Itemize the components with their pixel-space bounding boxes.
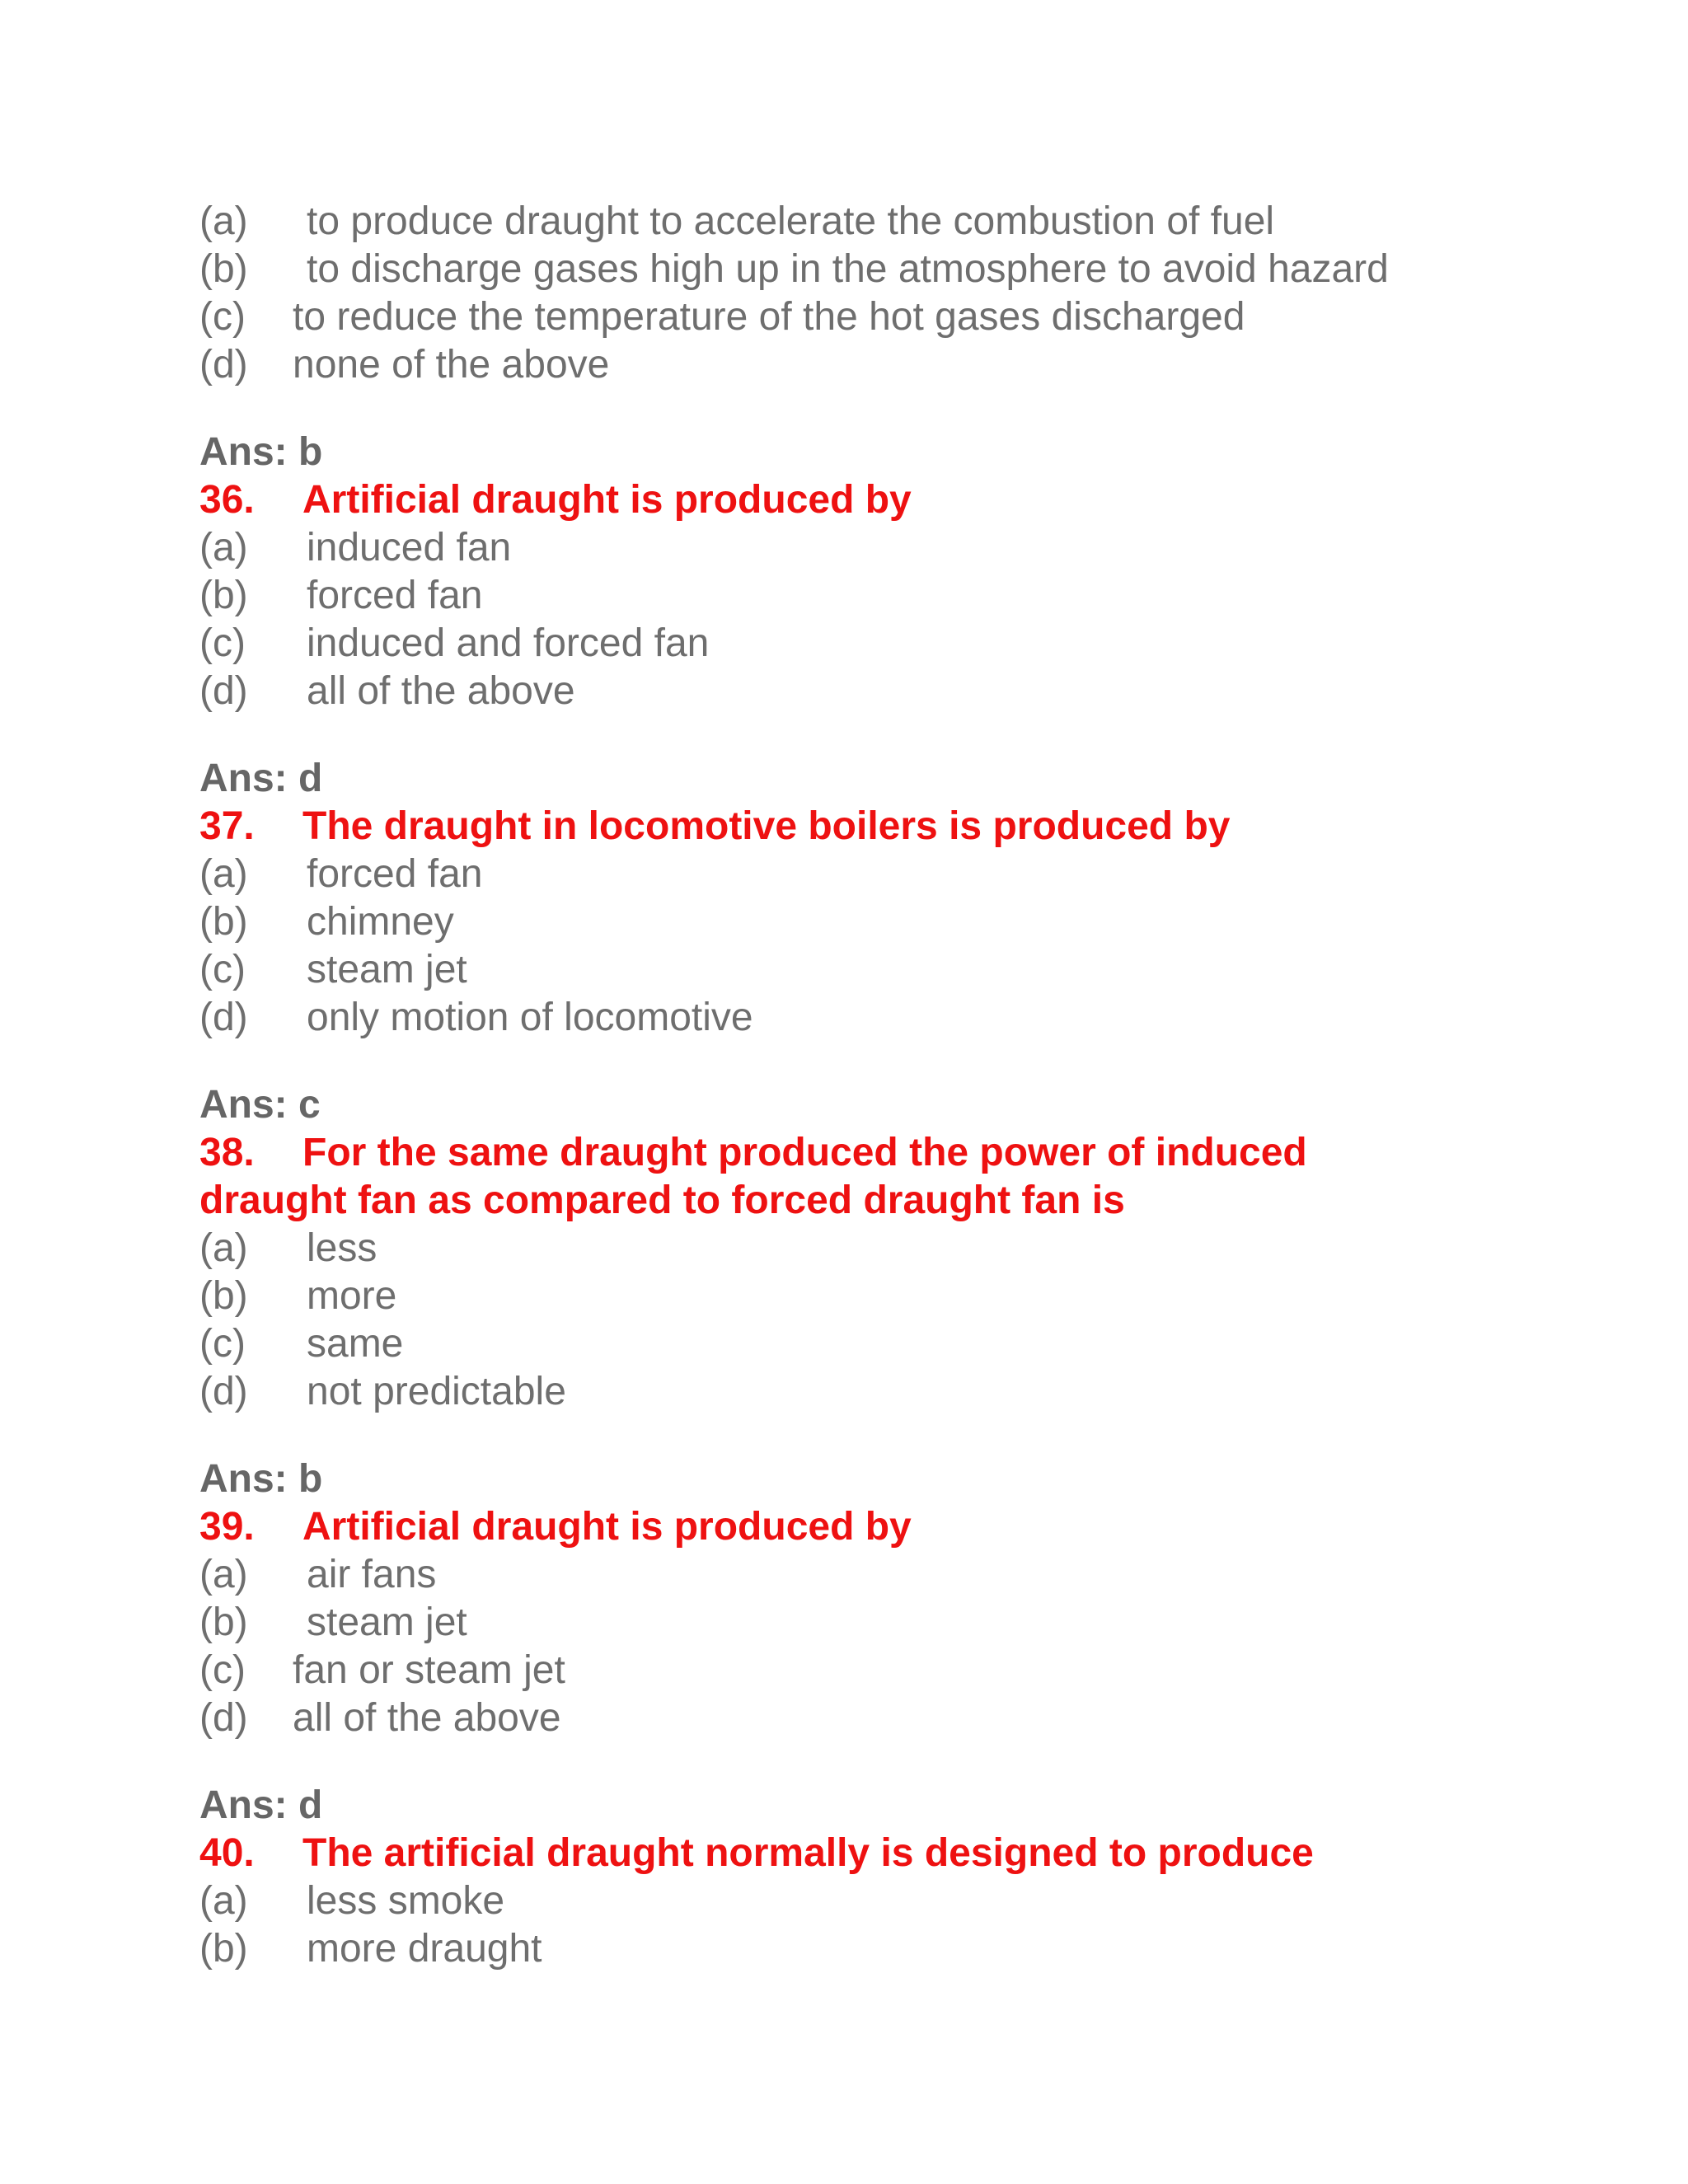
option-label: (c) [199,621,246,665]
option-label: (b) [199,1927,248,1971]
option-label: (a) [199,1879,248,1923]
option-label: (c) [199,1322,246,1366]
q40-option-a [199,1877,1688,1925]
q39-question [199,1503,1688,1551]
q37-answer: Ans: c [199,1083,321,1127]
q36-option-d [199,668,1688,715]
option-text: same [307,1322,404,1366]
q36-option-b [199,572,1688,620]
question-number: 39. [199,1505,255,1549]
option-text: forced fan [307,852,483,896]
option-text: to discharge gases high up in the atmosphere to avoid hazard [307,247,1389,291]
option-label: (c) [199,948,246,991]
option-label: (b) [199,574,248,617]
option-label: (d) [199,343,248,387]
option-label: (a) [199,1553,248,1596]
option-text: all of the above [293,1696,561,1740]
q37-question [199,803,1688,851]
option-label: (d) [199,1696,248,1740]
q36-option-c [199,620,1688,668]
question-text: The artificial draught normally is designed to produce [302,1831,1314,1875]
q39-answer: Ans: d [199,1783,323,1827]
question-number: 36. [199,478,255,522]
q36-option-a [199,524,1688,572]
option-text: induced and forced fan [307,621,710,665]
question-number: 38. [199,1131,255,1174]
option-text: fan or steam jet [293,1648,565,1692]
option-text: steam jet [307,948,467,991]
q37-option-b [199,898,1688,946]
option-text: not predictable [307,1370,566,1413]
option-text: forced fan [307,574,483,617]
q38-question-cont [199,1177,1688,1225]
option-label: (d) [199,996,248,1039]
q39-option-d [199,1694,1688,1742]
q35-option-b [199,246,1688,293]
option-label: (a) [199,526,248,569]
q38-option-d [199,1368,1688,1416]
question-text-line1: For the same draught produced the power of induced [302,1131,1307,1174]
option-text: less smoke [307,1879,505,1923]
option-label: (a) [199,1226,248,1270]
q40-question [199,1830,1688,1877]
q35-option-a [199,198,1688,246]
question-number: 40. [199,1831,255,1875]
option-label: (b) [199,900,248,944]
q35-option-d [199,341,1688,389]
option-label: (c) [199,295,246,339]
option-text: more draught [307,1927,542,1971]
q40-option-b [199,1925,1688,1973]
option-label: (a) [199,852,248,896]
option-label: (d) [199,669,248,713]
option-label: (b) [199,1274,248,1318]
option-label: (a) [199,199,248,243]
option-text: none of the above [293,343,610,387]
q36-answer: Ans: d [199,757,323,800]
question-number: 37. [199,804,255,848]
option-text: air fans [307,1553,437,1596]
option-text: less [307,1226,377,1270]
q39-option-c [199,1647,1688,1694]
option-label: (b) [199,247,248,291]
q36-question [199,476,1688,524]
q37-option-c [199,946,1688,994]
option-text: chimney [307,900,454,944]
question-text-line2: draught fan as compared to forced draught fan is [199,1179,1125,1222]
q38-question [199,1129,1688,1177]
option-label: (d) [199,1370,248,1413]
q38-option-c [199,1320,1688,1368]
q39-option-b [199,1599,1688,1647]
q38-option-b [199,1272,1688,1320]
q38-answer: Ans: b [199,1457,323,1501]
option-label: (c) [199,1648,246,1692]
option-text: all of the above [307,669,575,713]
q37-option-a [199,851,1688,898]
q38-option-a [199,1225,1688,1272]
question-text: The draught in locomotive boilers is produced by [302,804,1231,848]
option-text: induced fan [307,526,512,569]
option-text: more [307,1274,397,1318]
option-text: only motion of locomotive [307,996,753,1039]
q35-option-c [199,293,1688,341]
question-text: Artificial draught is produced by [302,478,912,522]
option-label: (b) [199,1601,248,1644]
q35-answer: Ans: b [199,430,323,474]
q37-option-d [199,994,1688,1042]
option-text: to reduce the temperature of the hot gases discharged [293,295,1245,339]
q39-option-a [199,1551,1688,1599]
option-text: steam jet [307,1601,467,1644]
question-text: Artificial draught is produced by [302,1505,912,1549]
option-text: to produce draught to accelerate the combustion of fuel [307,199,1275,243]
